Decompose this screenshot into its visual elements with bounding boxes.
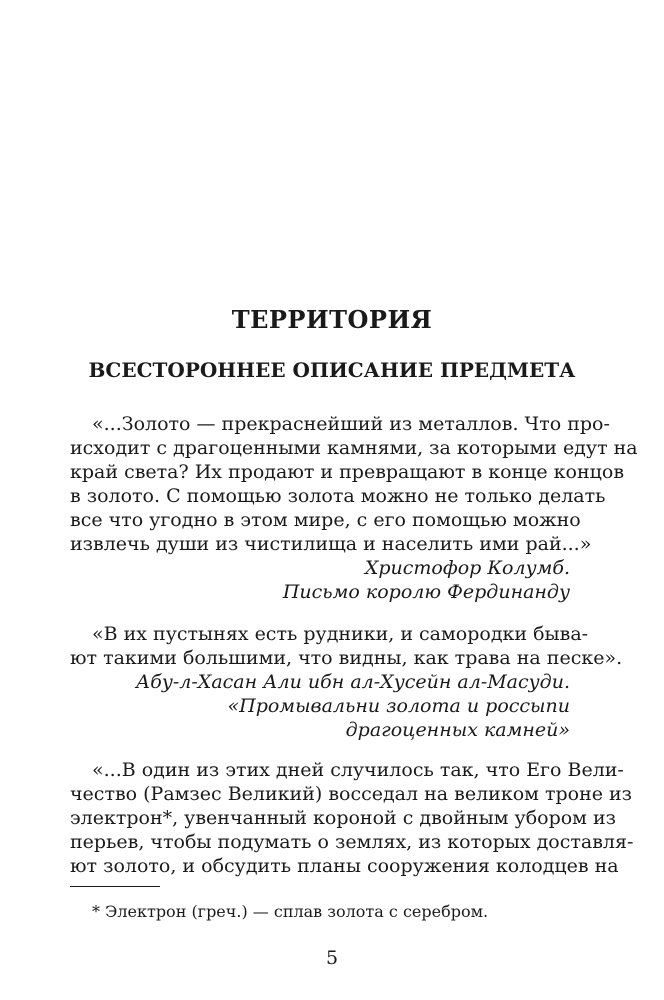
- quote-columbus-attribution: [70, 556, 570, 604]
- chapter-subtitle: ВСЕСТОРОННЕЕ ОПИСАНИЕ ПРЕДМЕТА: [88, 358, 576, 382]
- chapter-title: ТЕРРИТОРИЯ: [231, 305, 433, 334]
- attribution-line: Абу-л-Хасан Али ибн ал-Хусейн ал-Масуди.: [135, 671, 570, 693]
- quote-line: исходит с драгоценными камнями, за которыми едут на: [70, 437, 638, 459]
- quote-line: все что угодно в этом мире, с его помощью можно: [70, 509, 581, 531]
- quote-line: перьев, чтобы подумать о землях, из которых доставля-: [70, 831, 634, 853]
- page-number: 5: [325, 947, 339, 969]
- quote-line: ют такими большими, что видны, как трава на песке».: [70, 647, 623, 669]
- quote-line: электрон*, увенчанный короной с двойным убором из: [70, 807, 617, 829]
- quote-line: «...В один из этих дней случилось так, что Его Вели-: [92, 759, 624, 781]
- quote-line: извлечь души из чистилища и населить ими рай...»: [70, 533, 592, 555]
- quote-line: край света? Их продают и превращают в конце концов: [70, 461, 625, 483]
- attribution-line: драгоценных камней»: [345, 719, 570, 741]
- quote-columbus: [70, 412, 638, 556]
- quote-line: «В их пустынях есть рудники, и самородки быва-: [92, 623, 589, 645]
- attribution-line: Письмо королю Фердинанду: [282, 581, 570, 603]
- quote-line: чество (Рамзес Великий) восседал на великом троне из: [70, 783, 633, 805]
- quote-line: «...Золото — прекраснейший из металлов. Что про-: [92, 413, 610, 435]
- attribution-line: «Промывальни золота и россыпи: [227, 695, 570, 717]
- footnote-divider: [70, 886, 160, 887]
- quote-masudi-attribution: [70, 670, 570, 742]
- attribution-line: Христофор Колумб.: [364, 557, 570, 579]
- footnote: * Электрон (греч.) — сплав золота с серебром.: [92, 902, 489, 921]
- quote-line: в золото. С помощью золота можно не только делать: [70, 485, 606, 507]
- quote-line: ют золото, и обсудить планы сооружения колодцев на: [70, 855, 619, 877]
- quote-masudi: [70, 622, 623, 670]
- quote-ramses: [70, 758, 634, 878]
